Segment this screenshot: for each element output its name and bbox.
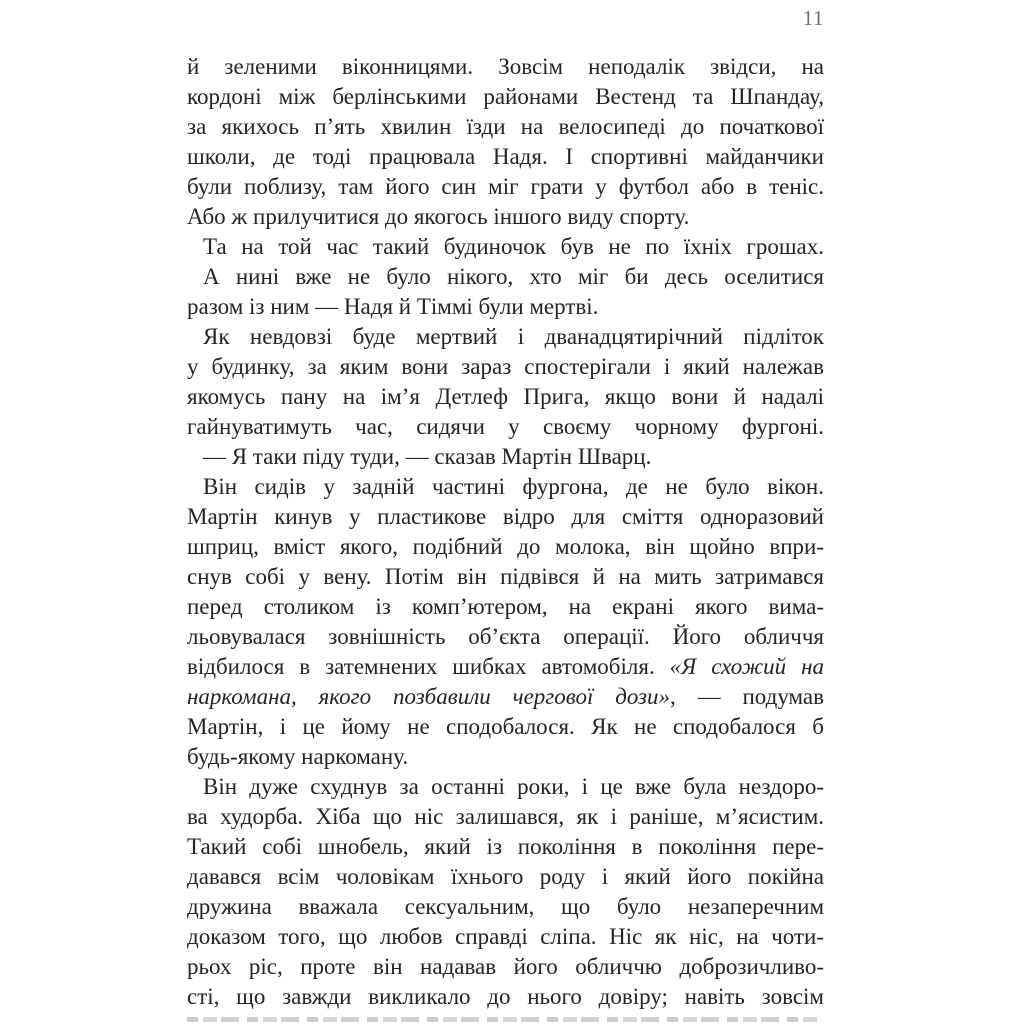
text-line (187, 142, 824, 172)
text-line (187, 232, 824, 262)
text-line (187, 562, 824, 592)
text-segment: шприц, вміст якого, подібний до молока, він щойно впри- (187, 534, 824, 559)
text-segment: Або ж прилучитися до якогось іншого виду спорту. (187, 204, 690, 229)
text-segment: гайнуватимуть час, сидячи у своєму чорному фургоні. (187, 414, 824, 439)
text-segment: разом із ним — Надя й Тіммі були мертві. (187, 294, 599, 319)
paragraph (187, 472, 824, 772)
text-segment: льовувалася зовнішність об’єкта операції. Його обличчя (187, 624, 824, 649)
text-segment: ва худорба. Хіба що ніс залишався, як і раніше, м’ясистим. (187, 804, 824, 829)
text-segment: Як невдовзі буде мертвий і дванадцятирічний підліток (203, 324, 824, 349)
text-line (187, 292, 824, 322)
text-segment: за якихось п’ять хвилин їзди на велосипеді до початкової (187, 114, 824, 139)
text-line (187, 922, 824, 952)
text-block (187, 52, 824, 1012)
text-line (187, 862, 824, 892)
text-segment: якомусь пану на ім’я Детлеф Прига, якщо вони й надалі (187, 384, 824, 409)
text-segment: й зеленими віконницями. Зовсім неподалік звідси, на (187, 54, 824, 79)
text-segment: будь-якому наркоману. (187, 744, 409, 769)
text-line (187, 772, 824, 802)
text-line (187, 502, 824, 532)
text-segment: Такий собі шнобель, який із покоління в покоління пере- (187, 834, 824, 859)
paragraph (187, 232, 824, 262)
text-segment: кордоні між берлінськими районами Вестенд та Шпандау, (187, 84, 824, 109)
text-segment: — Я таки піду туди, — сказав Мартін Шварц. (203, 444, 652, 469)
text-segment: Він сидів у задній частині фургона, де не було вікон. (203, 474, 824, 499)
text-line (187, 262, 824, 292)
text-line (187, 472, 824, 502)
text-line (187, 112, 824, 142)
text-line (187, 82, 824, 112)
text-line (187, 352, 824, 382)
text-line (187, 652, 824, 682)
text-segment: були поблизу, там його син міг грати у футбол або в теніс. (187, 174, 824, 199)
text-line (187, 952, 824, 982)
text-segment: сті, що завжди викликало до нього довіру; навіть зовсім (187, 984, 824, 1009)
text-line (187, 442, 824, 472)
text-segment: перед столиком із комп’ютером, на екрані якого вима- (187, 594, 824, 619)
paragraph (187, 262, 824, 322)
text-segment: , — подумав (670, 684, 824, 709)
paragraph (187, 442, 824, 472)
text-line (187, 982, 824, 1012)
text-segment: доказом того, що любов справді сліпа. Ніс як ніс, на чоти- (187, 924, 824, 949)
text-segment: давався всім чоловікам їхнього роду і який його покійна (187, 864, 824, 889)
page-number: 11 (802, 6, 824, 30)
text-line (187, 202, 824, 232)
text-line (187, 892, 824, 922)
text-segment: Мартін кинув у пластикове відро для сміття одноразовий (187, 504, 824, 529)
paragraph (187, 52, 824, 232)
paragraph (187, 772, 824, 1012)
italic-text-segment: «Я схожий на (669, 654, 824, 679)
text-segment: Мартін, і це йому не сподобалося. Як не сподобалося б (187, 714, 824, 739)
text-segment: А нині вже не було нікого, хто міг би десь оселитися (203, 264, 824, 289)
text-line (187, 412, 824, 442)
text-line (187, 592, 824, 622)
text-line (187, 532, 824, 562)
text-line (187, 832, 824, 862)
text-line (187, 712, 824, 742)
text-segment: школи, де тоді працювала Надя. І спортивні майданчики (187, 144, 824, 169)
text-line (187, 682, 824, 712)
text-line (187, 802, 824, 832)
text-line (187, 52, 824, 82)
text-line (187, 172, 824, 202)
paragraph (187, 322, 824, 442)
italic-text-segment: наркомана, якого позбавили чергової дози» (187, 684, 671, 709)
text-segment: відбилося в затемнених шибках автомобіля. (187, 654, 670, 679)
text-line (187, 382, 824, 412)
text-segment: Та на той час такий будиночок був не по їхніх грошах. (203, 234, 824, 259)
text-line (187, 742, 824, 772)
text-segment: у будинку, за яким вони зараз спостерігали і який належав (187, 354, 824, 379)
clipped-next-line-fragment (187, 1017, 817, 1022)
text-segment: дружина вважала сексуальним, що було незаперечним (187, 894, 824, 919)
text-segment: снув собі у вену. Потім він підвівся й на мить затримався (187, 564, 824, 589)
text-segment: рьох ріс, проте він надавав його обличчю доброзичливо- (187, 954, 824, 979)
text-line (187, 322, 824, 352)
text-segment: Він дуже схуднув за останні роки, і це вже була нездоро- (203, 774, 824, 799)
text-line (187, 622, 824, 652)
